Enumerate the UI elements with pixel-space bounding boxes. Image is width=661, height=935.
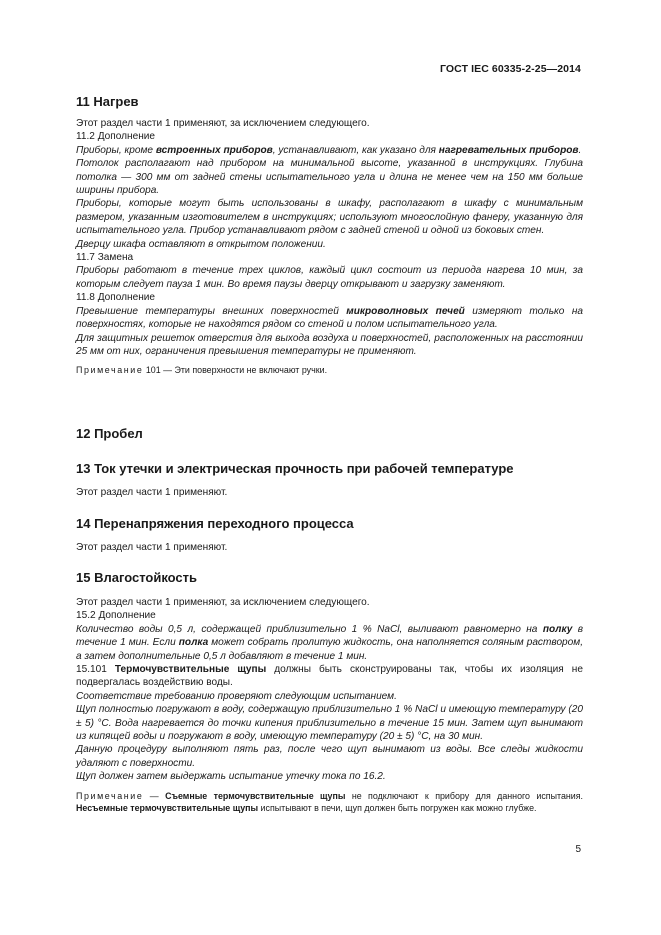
term: Несъемные термочувствительные щупы — [76, 803, 259, 814]
paragraph — [76, 144, 583, 157]
clause-heading: 15.2 Дополнение — [76, 610, 156, 622]
note-text: 101 — Эти поверхности не включают ручки. — [143, 365, 328, 376]
clause-heading: 11.7 Замена — [76, 252, 134, 264]
section-13-body — [76, 486, 583, 499]
term: нагревательных приборов — [438, 144, 579, 156]
note-label: Примечание — [76, 365, 144, 376]
text: Приборы, кроме — [76, 144, 156, 156]
clause-heading: 11.8 Дополнение — [76, 292, 156, 304]
paragraph: Для защитных решеток отверстия для выхода воздуха и поверхностей, расположенных на расстоянии 25 мм от них, ограничения превышения температуры не применяют. — [76, 332, 583, 357]
text: Превышение температуры внешних поверхностей — [76, 305, 347, 317]
paragraph: Этот раздел части 1 применяют. — [76, 542, 228, 553]
section-15-body — [76, 596, 583, 815]
paragraph: Этот раздел части 1 применяют, за исключением следующего. — [76, 118, 370, 129]
section-12-title: 12 Пробел — [76, 426, 143, 441]
note-text: испытывают в печи, щуп должен быть погружен как можно глубже. — [258, 803, 537, 814]
note-text: не подключают к прибору для данного испытания. — [345, 790, 584, 801]
paragraph: Щуп полностью погружают в воду, содержащую приблизительно 1 % NaCl и имеющую температуру (20 ± 5) °С. Вода нагревается до точки кипения приблизительно в течение 15 мин. Затем щуп вынимают из кипящей воды и погружают в воду, имеющую температуру (20 ± 5) °С, на 30 мин. — [76, 704, 583, 743]
clause-heading: 11.2 Дополнение — [76, 131, 156, 143]
text: . — [578, 144, 582, 156]
text: измеряют только на поверхностях, которые не находятся рядом со стеной и полом испытательного угла. — [76, 305, 583, 331]
term: полка — [178, 637, 209, 649]
paragraph: Данную процедуру выполняют пять раз, после чего щуп вынимают из воды. Все следы жидкости удаляют с поверхности. — [76, 744, 583, 769]
page-number: 5 — [575, 844, 581, 855]
paragraph: Этот раздел части 1 применяют. — [76, 487, 228, 498]
section-13-title: 13 Ток утечки и электрическая прочность при рабочей температуре — [76, 461, 514, 476]
paragraph: Приборы работают в течение трех циклов, каждый цикл состоит из периода нагрева 10 мин, за которым следует пауза 1 мин. Во время паузы дверцу открывают и загрузку заменяют. — [76, 265, 583, 290]
section-14-body — [76, 541, 583, 554]
text: должны быть сконструированы так, чтобы их изоляция не подвергалась воздействию воды. — [76, 664, 583, 689]
paragraph: Этот раздел части 1 применяют, за исключением следующего. — [76, 597, 370, 608]
term: Термочувствительные щупы — [114, 664, 267, 676]
note — [76, 364, 583, 377]
section-11-body — [76, 117, 583, 377]
section-15-title: 15 Влагостойкость — [76, 570, 198, 585]
text: может собрать пролитую жидкость, она наполняется соляным раствором, а затем дополнительные 0,5 л добавляют в течение 1 мин. — [76, 637, 584, 662]
note-text: — — [143, 790, 166, 801]
paragraph: Соответствие требованию проверяют следующим испытанием. — [76, 690, 397, 702]
text: в течение 1 мин. Если — [76, 623, 584, 649]
paragraph: Щуп должен затем выдержать испытание утечку тока по 16.2. — [76, 771, 386, 783]
section-11-title: 11 Нагрев — [76, 94, 139, 109]
document-code: ГОСТ IEC 60335-2-25—2014 — [439, 63, 581, 75]
paragraph: Потолок располагают над прибором на минимальной высоте, указанной в инструкциях. Глубина потолка — 300 мм от задней стены испытательного угла и длина не менее чем на 150 мм больше ширины прибора. — [76, 158, 583, 197]
section-14-title: 14 Перенапряжения переходного процесса — [76, 516, 354, 531]
note-label: Примечание — [76, 790, 144, 801]
paragraph: Приборы, которые могут быть использованы в шкафу, располагают в шкафу с минимальным размером, указанным изготовителем в инструкциях; используют многослойную фанеру, указанную для испытательного угла. Прибор устанавливают рядом с задней стеной и одной из боковых стен. — [76, 198, 583, 237]
paragraph — [76, 305, 583, 332]
text: , устанавливают, как указано для — [272, 144, 439, 156]
term: микроволновых печей — [346, 305, 465, 317]
term: встроенных приборов — [155, 144, 273, 156]
term: Съемные термочувствительные щупы — [165, 790, 346, 801]
text: 15.101 — [76, 664, 115, 676]
paragraph — [76, 663, 583, 690]
term: полку — [542, 623, 573, 635]
paragraph: Дверцу шкафа оставляют в открытом положении. — [76, 238, 326, 250]
paragraph — [76, 623, 583, 663]
text: Количество воды 0,5 л, содержащей приблизительно 1 % NaCl, выливают равномерно на — [76, 623, 543, 635]
note — [76, 790, 583, 815]
